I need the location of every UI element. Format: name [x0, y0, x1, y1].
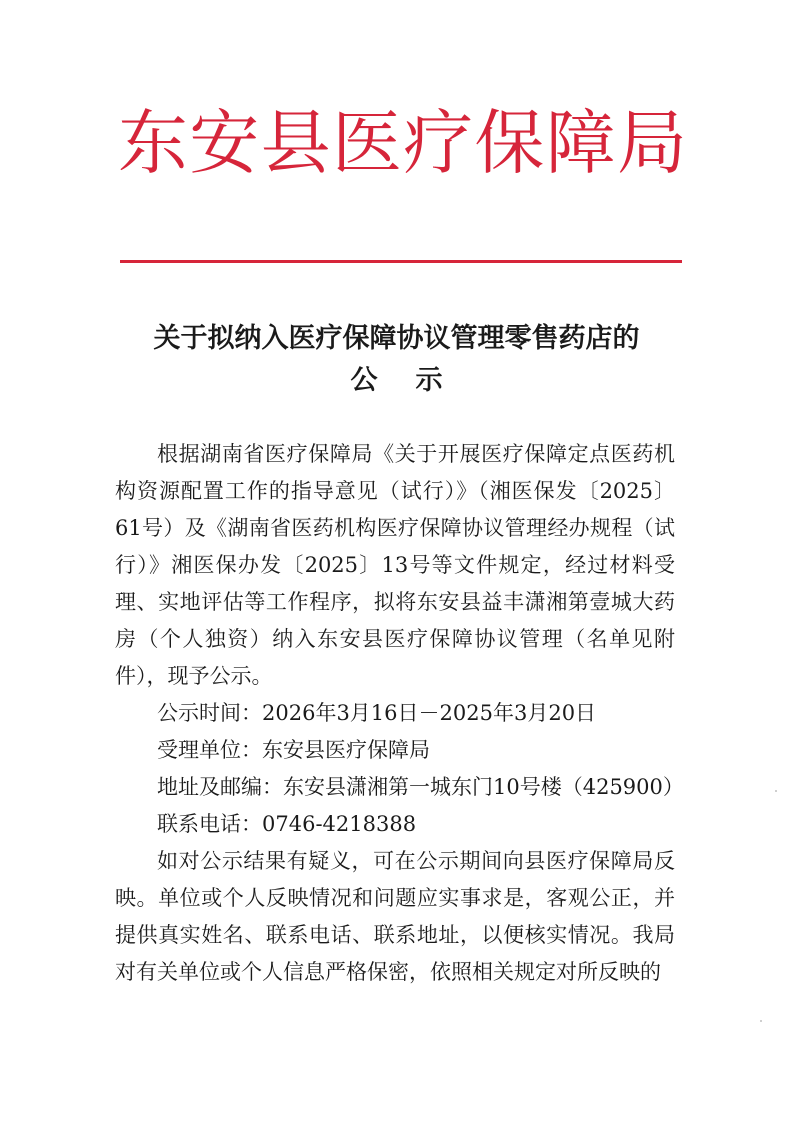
notice-time: 公示时间：2026年3月16日－2025年3月20日 — [157, 701, 597, 725]
document-body — [115, 436, 684, 991]
title-line-2: 公示 — [350, 365, 481, 396]
scan-speck — [775, 790, 777, 792]
letterhead-red-rule — [120, 260, 682, 263]
org-letterhead: 东安县医疗保障局 — [118, 102, 688, 184]
accepting-unit: 受理单位：东安县医疗保障局 — [157, 738, 430, 762]
document-title — [100, 318, 693, 402]
address-postcode: 地址及邮编：东安县潇湘第一城东门10号楼（425900） — [157, 775, 684, 799]
title-line-1: 关于拟纳入医疗保障协议管理零售药店的 — [153, 323, 640, 354]
contact-phone: 联系电话：0746-4218388 — [157, 812, 417, 836]
body-paragraph-2: 如对公示结果有疑义，可在公示期间向县医疗保障局反映。单位或个人反映情况和问题应实事求是，客观公正，并提供真实姓名、联系电话、联系地址，以便核实情况。我局对有关单位或个人信息严格保密，依照相关规定对所反映的 — [115, 849, 675, 984]
scan-speck — [760, 1020, 762, 1022]
body-paragraph-1: 根据湖南省医疗保障局《关于开展医疗保障定点医药机构资源配置工作的指导意见（试行）》（湘医保发〔2025〕61号）及《湖南省医药机构医疗保障协议管理经办规程（试行）》湘医保办发〔2025〕13号等文件规定，经过材料受理、实地评估等工作程序，拟将东安县益丰潇湘第壹城大药房（个人独资）纳入东安县医疗保障协议管理（名单见附件），现予公示。 — [115, 442, 675, 688]
